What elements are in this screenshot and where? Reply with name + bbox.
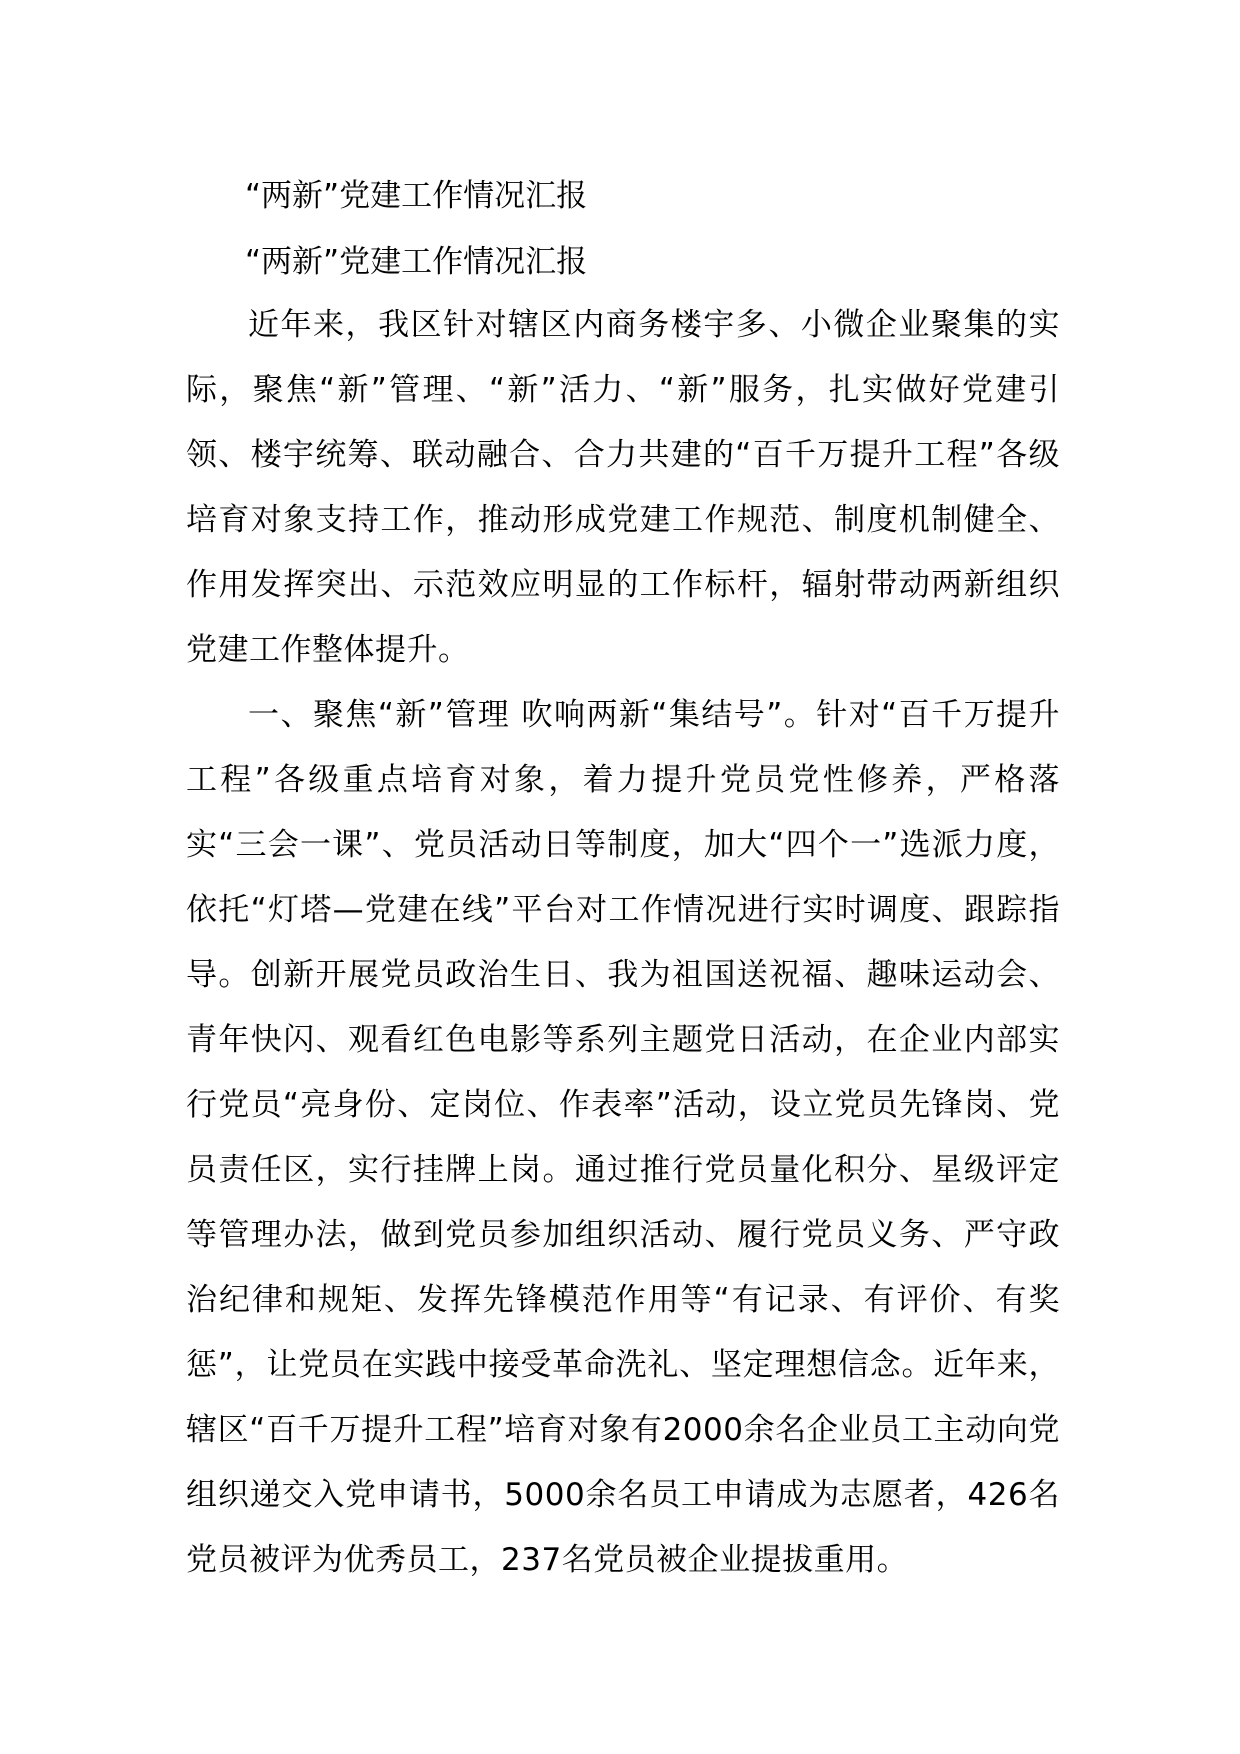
body-paragraph-intro: 近年来，我区针对辖区内商务楼宇多、小微企业聚集的实际，聚焦“新”管理、“新”活力、“新”服务，扎实做好党建引领、楼宇统筹、联动融合、合力共建的“百千万提升工程”各级培育对象支持工作，推动形成党建工作规范、制度机制健全、作用发挥突出、示范效应明显的工作标杆，辐射带动两新组织党建工作整体提升。 [186, 307, 1060, 668]
body-paragraph-section-one: 一、聚焦“新”管理 吹响两新“集结号”。针对“百千万提升工程”各级重点培育对象，着力提升党员党性修养，严格落实“三会一课”、党员活动日等制度，加大“四个一”选派力度，依托“灯塔—党建在线”平台对工作情况进行实时调度、跟踪指导。创新开展党员政治生日、我为祖国送祝福、趣味运动会、青年快闪、观看红色电影等系列主题党日活动，在企业内部实行党员“亮身份、定岗位、作表率”活动，设立党员先锋岗、党员责任区，实行挂牌上岗。通过推行党员量化积分、星级评定等管理办法，做到党员参加组织活动、履行党员义务、严守政治纪律和规矩、发挥先锋模范作用等“有记录、有评价、有奖惩”，让党员在实践中接受革命洗礼、坚定理想信念。近年来，辖区“百千万提升工程”培育对象有2000余名企业员工主动向党组织递交入党申请书，5000余名员工申请成为志愿者，426名党员被评为优秀员工，237名党员被企业提拔重用。 [186, 697, 1060, 1578]
document-subtitle: “两新”党建工作情况汇报 [245, 244, 588, 280]
document-title: “两新”党建工作情况汇报 [245, 178, 588, 214]
